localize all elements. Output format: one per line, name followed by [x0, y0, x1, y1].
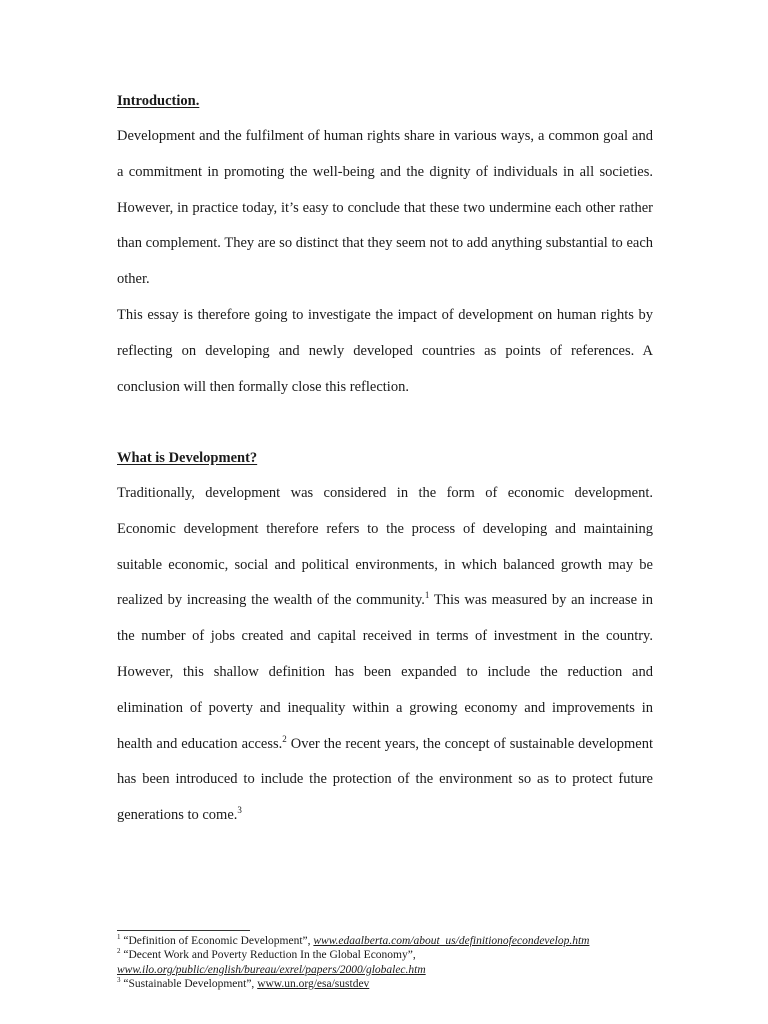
introduction-paragraph-2-text: This essay is therefore going to investigate the impact of development on human rights by reflecting on developing and newly developed countries as points of references. A conclusion will then formally close this reflection. [117, 307, 653, 395]
development-paragraph [117, 476, 653, 834]
footnote-ref-2[interactable]: 2 [282, 733, 287, 744]
introduction-paragraph-2 [117, 298, 653, 405]
footnote-ref-3[interactable]: 3 [237, 805, 242, 816]
footnote-3 [117, 977, 677, 991]
footnote-2-link-line [117, 963, 677, 977]
footnote-2-link[interactable]: www.ilo.org/public/english/bureau/exrel/papers/2000/globalec.htm [117, 963, 426, 976]
introduction-paragraph-1 [117, 119, 653, 298]
footnote-separator [117, 930, 250, 931]
footnote-3-number: 3 [117, 976, 121, 985]
introduction-heading: Introduction. [117, 93, 200, 109]
development-text-c: Over the recent years, the concept of sustainable development has been introduced to include the protection of the environment so as to protect future generations to come. [117, 735, 653, 824]
footnote-2-number: 2 [117, 947, 121, 956]
development-text-b: This was measured by an increase in the number of jobs created and capital received in terms of investment in the country. However, this shallow definition has been expanded to include the reduction and elimination of poverty and inequality within a growing economy and improvements in health and education access. [117, 592, 653, 752]
footnote-1-link[interactable]: www.edaalberta.com/about_us/definitionofecondevelop.htm [313, 935, 590, 947]
footnote-2 [117, 948, 677, 962]
footnotes [117, 934, 677, 991]
footnote-1 [117, 934, 677, 948]
development-heading: What is Development? [117, 450, 258, 466]
footnote-2-text: “Decent Work and Poverty Reduction In the Global Economy”, [120, 949, 416, 962]
footnote-ref-1[interactable]: 1 [424, 590, 430, 601]
footnote-1-number: 1 [117, 933, 121, 942]
introduction-paragraph-1-text: Development and the fulfilment of human rights share in various ways, a common goal and a commitment in promoting the well-being and the dignity of individuals in all societies. However, in practice today, it’s easy to conclude that these two undermine each other rather than complement. They are so distinct that they seem not to add anything substantial to each other. [117, 128, 653, 288]
footnote-3-link[interactable]: www.un.org/esa/sustdev [257, 977, 370, 990]
footnote-3-text: “Sustainable Development”, [120, 977, 258, 990]
development-text-a: Traditionally, development was considered in the form of economic development. Economic development therefore refers to the process of developing and maintaining suitable economic, social and political environments, in which balanced growth may be realized by increasing the wealth of the community. [117, 485, 653, 609]
footnote-1-text: “Definition of Economic Development”, [120, 935, 314, 947]
